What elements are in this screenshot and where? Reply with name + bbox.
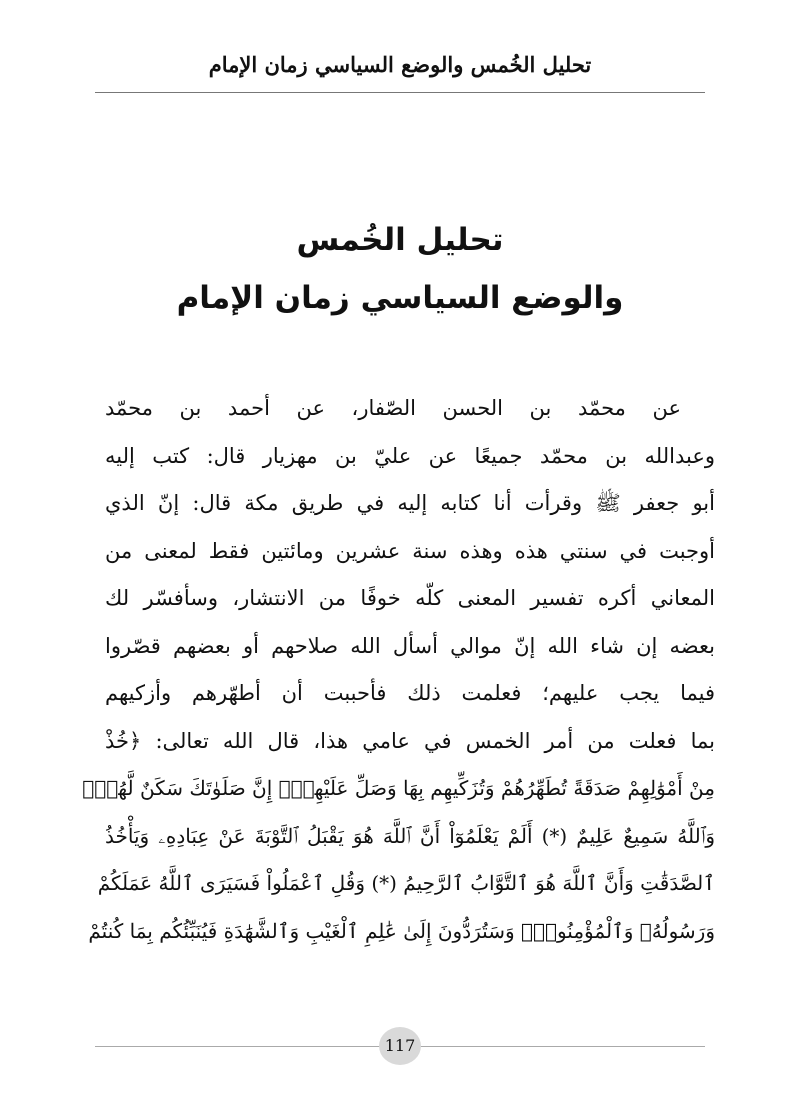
- body-line: بعضه إن شاء الله إنّ موالي أسأل الله صلاحهم أو بعضهم قصّروا: [105, 633, 715, 658]
- quran-line: وَٱللَّهُ سَمِيعٌ عَلِيمٌ (*) أَلَمْ يَعْلَمُوٓاْ أَنَّ ٱللَّهَ هُوَ يَقْبَلُ ٱلتَّوْبَةَ عَنْ عِبَادِهِۦ وَيَأْخُذُ: [105, 823, 715, 848]
- body-line: أوجبت في سنتي هذه وهذه سنة عشرين ومائتين فقط لمعنى من: [105, 538, 716, 563]
- chapter-title-line-1: تحليل الخُمس: [296, 222, 504, 258]
- body-line: بما فعلت من أمر الخمس في عامي هذا، قال الله تعالى: ﴿خُذْ: [105, 728, 715, 753]
- body-line: عن محمّد بن الحسن الصّفار، عن أحمد بن محمّد: [105, 396, 681, 420]
- chapter-title-line-2: والوضع السياسي زمان الإمام: [176, 280, 624, 316]
- quran-line: ٱلصَّدَقَٰتِ وَأَنَّ ٱللَّهَ هُوَ ٱلتَّوَّابُ ٱلرَّحِيمُ (*) وَقُلِ ٱعْمَلُواْ فَسَيَرَى ٱللَّهُ عَمَلَكُمْ: [97, 871, 715, 895]
- body-text: [82, 385, 716, 955]
- quran-line: وَرَسُولُهُۥ وَٱلْمُؤْمِنُونَۖ وَسَتُرَدُّونَ إِلَىٰ عَٰلِمِ ٱلْغَيْبِ وَٱلشَّهَٰدَةِ فَيُنَبِّئُكُم بِمَا كُنتُمْ: [88, 918, 715, 943]
- page-number: 117: [379, 1027, 421, 1065]
- quran-line: مِنْ أَمْوَٰلِهِمْ صَدَقَةً تُطَهِّرُهُمْ وَتُزَكِّيهِم بِهَا وَصَلِّ عَلَيْهِمْۖ إِنَّ صَلَوٰتَكَ سَكَنٌ لَّهُمْۗ: [82, 776, 715, 800]
- body-line: وعبدالله بن محمّد جميعًا عن عليّ بن مهزيار قال: كتب إليه: [105, 443, 715, 468]
- body-line: أبو جعفر ﷺ وقرأت أنا كتابه إليه في طريق مكة قال: إنّ الذي: [105, 491, 715, 515]
- body-line: المعاني أكره تفسير المعنى كلّه خوفًا من الانتشار، وسأفسّر لك: [105, 586, 715, 610]
- body-line: فيما يجب عليهم؛ فعلمت ذلك فأحببت أن أطهّرهم وأزكيهم: [105, 681, 715, 705]
- running-header: تحليل الخُمس والوضع السياسي زمان الإمام: [208, 52, 592, 77]
- header-divider: [95, 92, 705, 93]
